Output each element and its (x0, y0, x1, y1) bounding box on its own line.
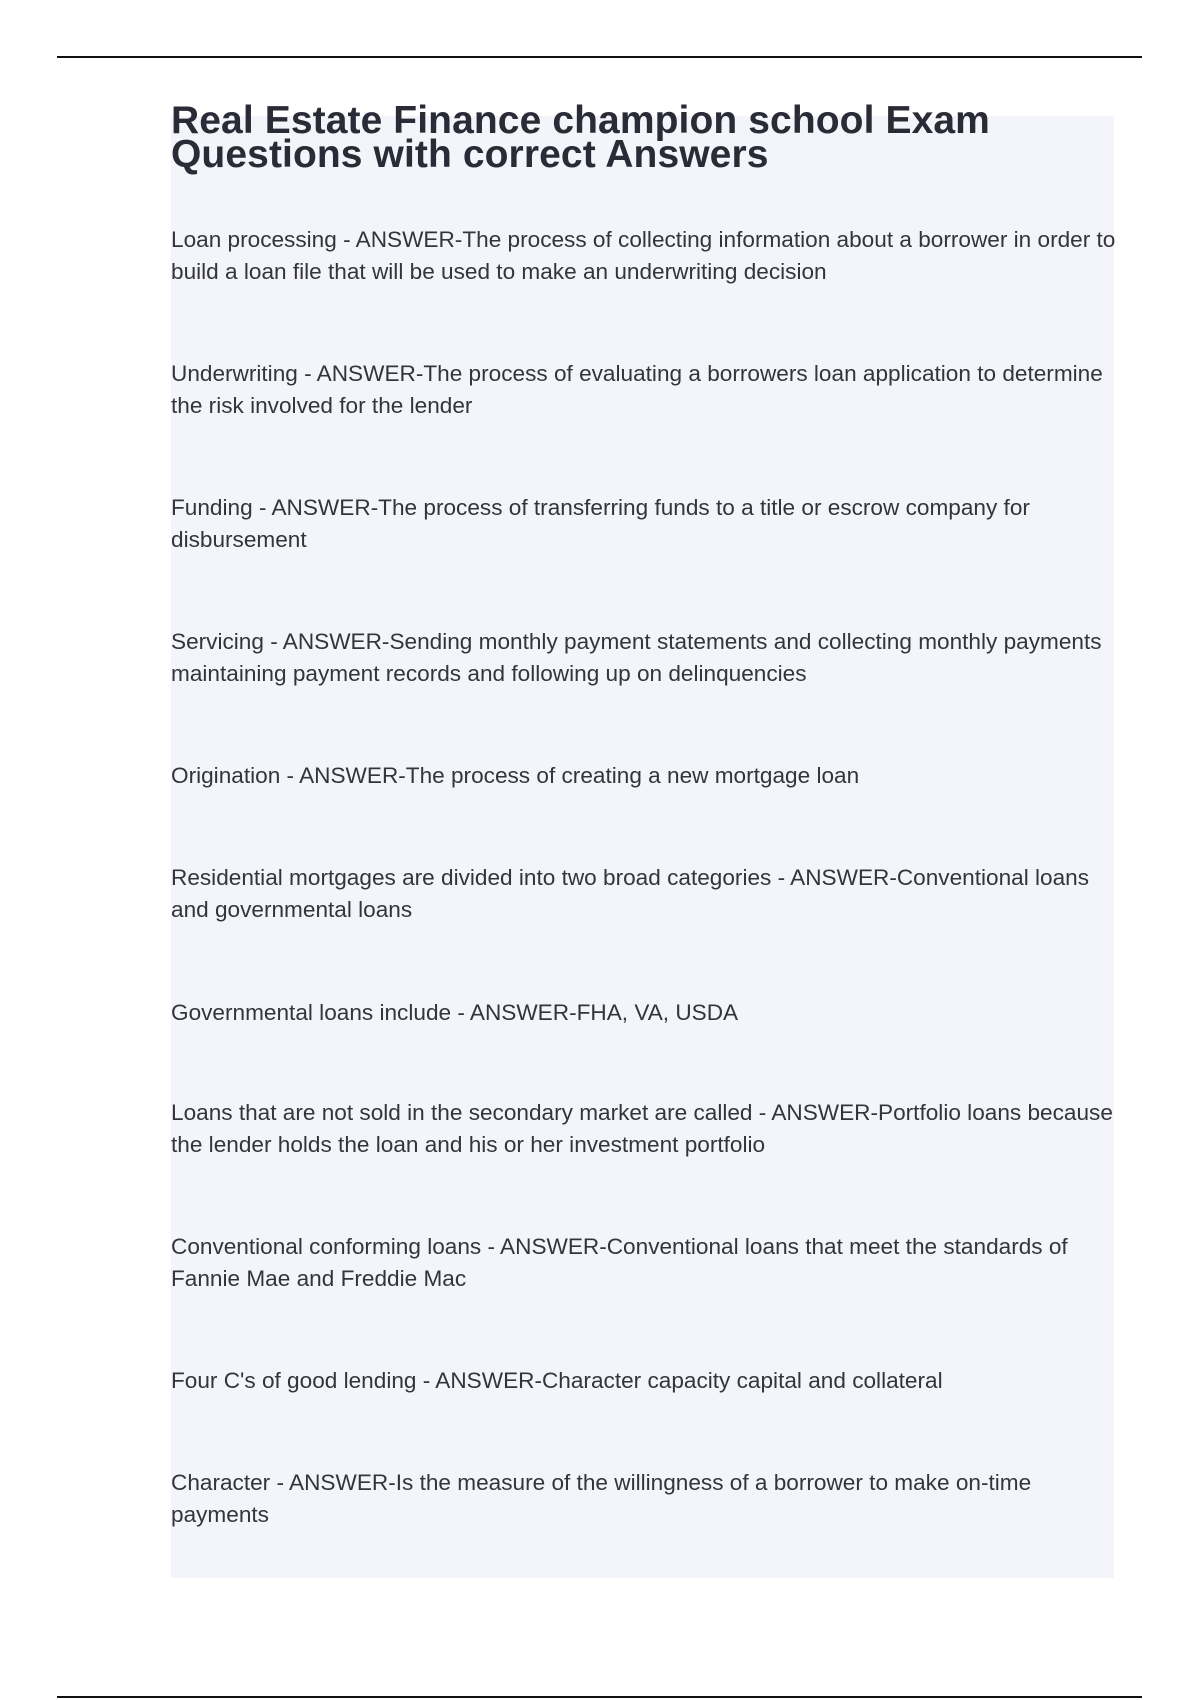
qa-item-residential-mortgages: Residential mortgages are divided into two broad categories - ANSWER-Conventional loans and governmental loans (171, 865, 1090, 922)
content-panel (171, 116, 1114, 1578)
qa-item-conventional-conforming: Conventional conforming loans - ANSWER-Conventional loans that meet the standards of Fannie Mae and Freddie Mac (171, 1234, 1068, 1291)
qa-item-governmental-loans: Governmental loans include - ANSWER-FHA, VA, USDA (171, 1000, 739, 1025)
qa-item-four-cs: Four C's of good lending - ANSWER-Character capacity capital and collateral (171, 1368, 943, 1393)
qa-item-funding: Funding - ANSWER-The process of transferring funds to a title or escrow company for disbursement (171, 495, 1030, 552)
qa-item-underwriting: Underwriting - ANSWER-The process of evaluating a borrowers loan application to determine the risk involved for the lender (171, 361, 1103, 418)
qa-item-character: Character - ANSWER-Is the measure of the willingness of a borrower to make on-time payments (171, 1470, 1032, 1527)
top-rule (57, 56, 1142, 58)
bottom-rule (57, 1696, 1142, 1698)
qa-item-servicing: Servicing - ANSWER-Sending monthly payment statements and collecting monthly payments maintaining payment records and following up on delinquencies (171, 629, 1102, 686)
qa-item-origination: Origination - ANSWER-The process of creating a new mortgage loan (171, 763, 860, 788)
qa-item-loan-processing: Loan processing - ANSWER-The process of collecting information about a borrower in order to build a loan file that will be used to make an underwriting decision (171, 227, 1116, 284)
qa-item-portfolio-loans: Loans that are not sold in the secondary market are called - ANSWER-Portfolio loans because the lender holds the loan and his or her investment portfolio (171, 1100, 1113, 1157)
document-title: Real Estate Finance champion school Exam Questions with correct Answers (171, 99, 990, 176)
